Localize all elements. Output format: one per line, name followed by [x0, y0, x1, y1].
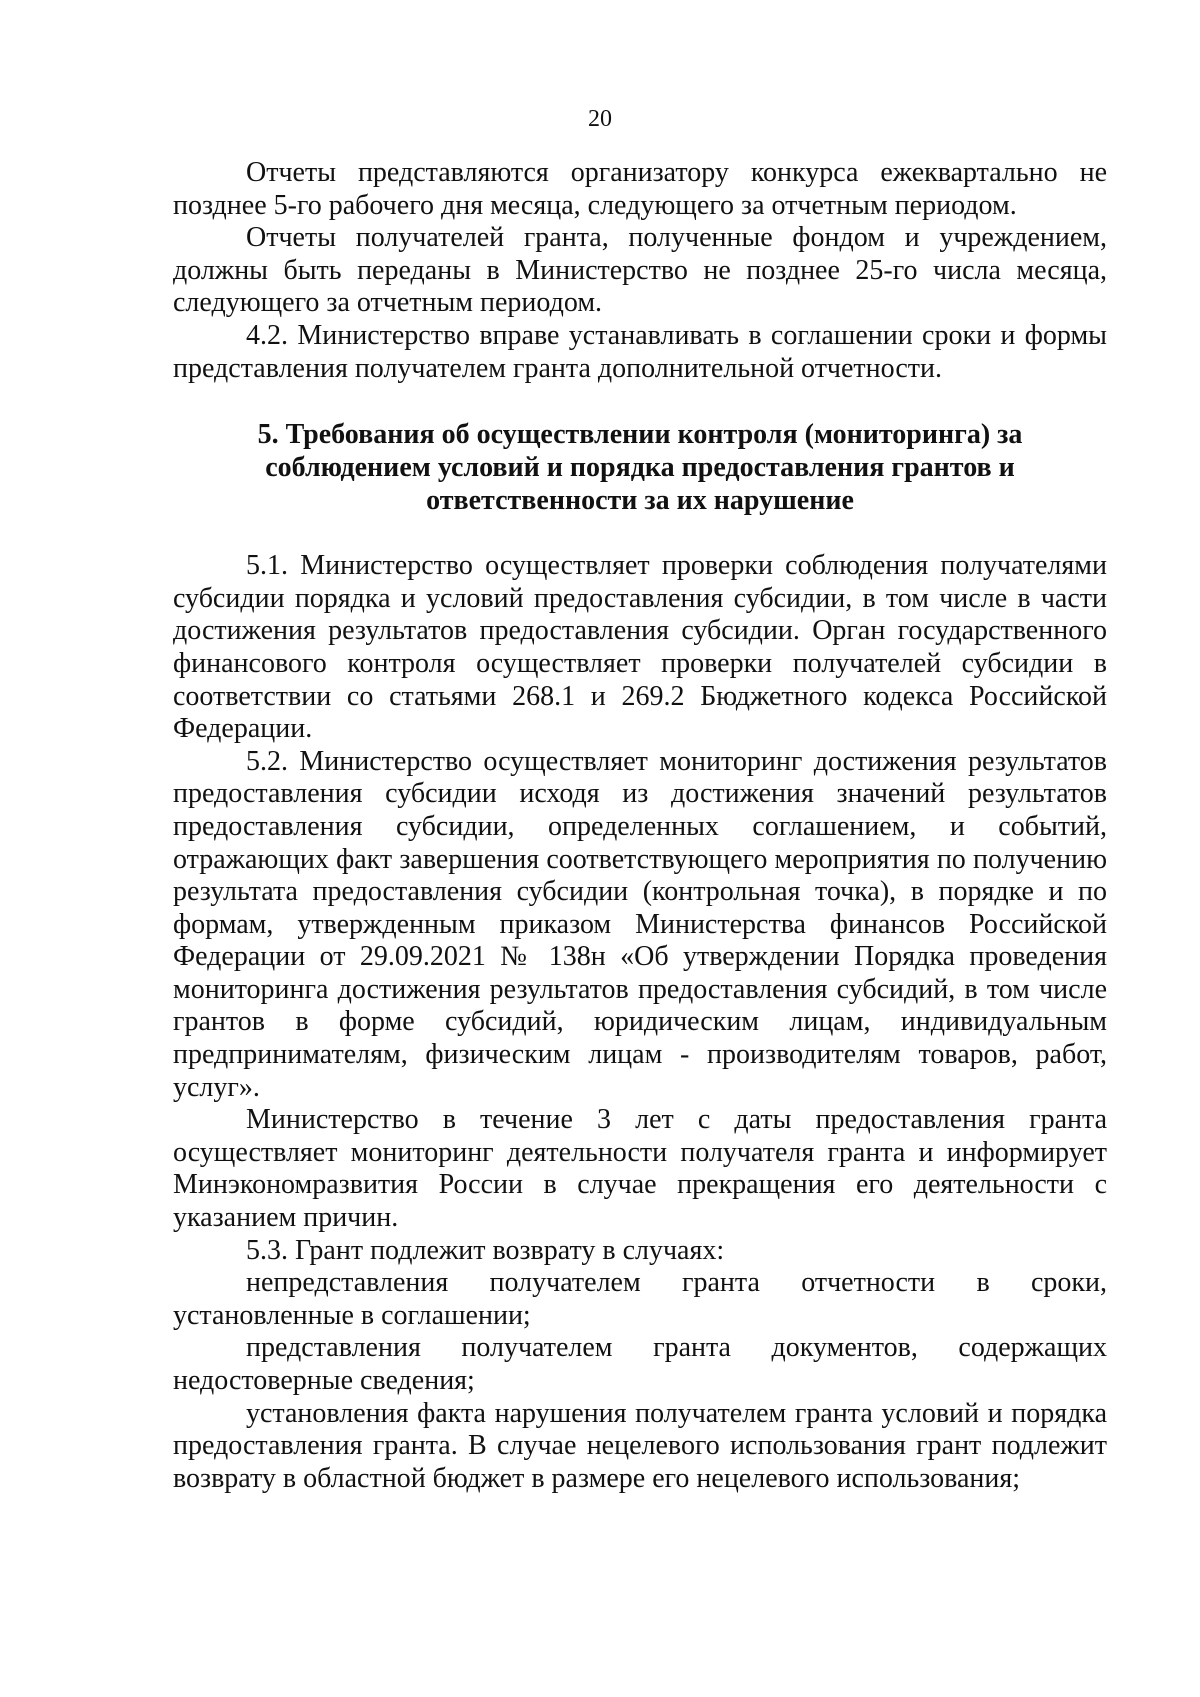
heading-line-3: ответственности за их нарушение [426, 485, 854, 517]
paragraph-5-3: 5.3. Грант подлежит возврату в случаях: [246, 1234, 725, 1266]
section-5-heading [173, 418, 1107, 517]
paragraph-4-2: 4.2. Министерство вправе устанавливать в соглашении сроки и формы представления получателем гранта дополнительной отчетности. [173, 319, 1107, 384]
paragraph-case-violation: установления факта нарушения получателем гранта условий и порядка предоставления гранта. В случае нецелевого использования грант подлежит возврату в областной бюджет в размере его нецелевого использования; [173, 1397, 1107, 1494]
heading-line-2: соблюдением условий и порядка предоставления грантов и [265, 452, 1015, 484]
heading-line-1: 5. Требования об осуществлении контроля (мониторинга) за [257, 419, 1023, 451]
page-number: 20 [588, 106, 612, 132]
paragraph-case-false-docs: представления получателем гранта документов, содержащих недостоверные сведения; [173, 1332, 1107, 1396]
paragraph-5-1: 5.1. Министерство осуществляет проверки соблюдения получателями субсидии порядка и условий предоставления субсидии, в том числе в части достижения результатов предоставления субсидии. Орган государственного финансового контроля осуществляет проверки получателей субсидии в соответствии со статьями 268.1 и 269.2 Бюджетного кодекса Российской Федерации. [173, 550, 1107, 745]
document-body [173, 157, 1107, 1495]
paragraph-reports-transfer: Отчеты получателей гранта, полученные фондом и учреждением, должны быть переданы в Министерство не позднее 25-го числа месяца, следующего за отчетным периодом. [173, 222, 1107, 319]
paragraph-monitoring-3-years: Министерство в течение 3 лет с даты предоставления гранта осуществляет мониторинг деятельности получателя гранта и информирует Минэкономразвития России в случае прекращения его деятельности с указанием причин. [173, 1104, 1107, 1234]
paragraph-case-no-report: непредставления получателем гранта отчетности в сроки, установленные в соглашении; [173, 1267, 1107, 1331]
paragraph-reports-quarterly: Отчеты представляются организатору конкурса ежеквартально не позднее 5-го рабочего дня месяца, следующего за отчетным периодом. [173, 157, 1107, 221]
paragraph-5-2: 5.2. Министерство осуществляет мониторинг достижения результатов предоставления субсидии исходя из достижения значений результатов предоставления субсидии, определенных соглашением, и событий, отражающих факт завершения соответствующего мероприятия по получению результата предоставления субсидии (контрольная точка), в порядке и по формам, утвержденным приказом Министерства финансов Российской Федерации от 29.09.2021 № 138н «Об утверждении Порядка проведения мониторинга достижения результатов предоставления субсидий, в том числе грантов в форме субсидий, юридическим лицам, индивидуальным предпринимателям, физическим лицам - производителям товаров, работ, услуг». [173, 745, 1107, 1103]
